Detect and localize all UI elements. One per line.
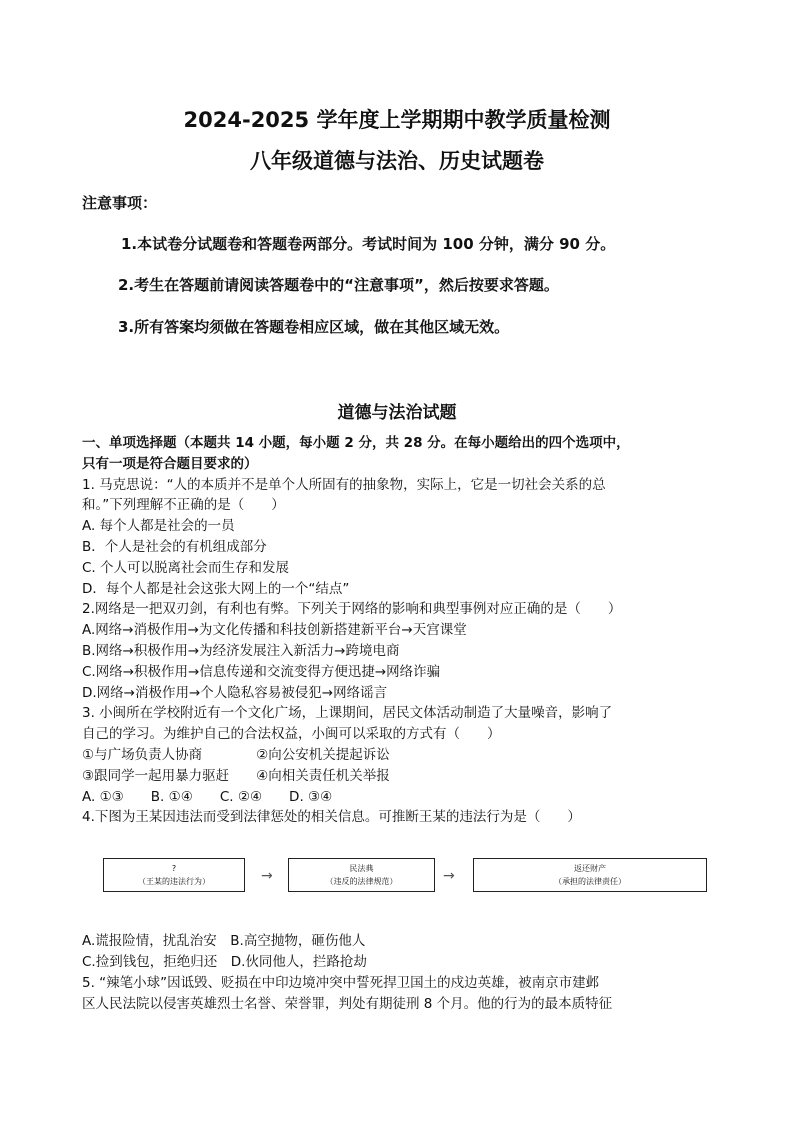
flow-box-violation-bottom: （王某的违法行为） — [138, 877, 210, 886]
part-heading-line1: 一、单项选择题（本题共 14 小题，每小题 2 分，共 28 分。在每小题给出的四个选项中， — [82, 435, 630, 451]
q2-option-a: A.网络→消极作用→为文化传播和科技创新搭建新平台→天宫课堂 — [82, 622, 467, 638]
flow-box-law-top: 民法典 — [349, 864, 374, 873]
flow-box-liability-bottom: （承担的法律责任） — [554, 877, 626, 886]
flow-box-liability — [473, 858, 707, 892]
q2-option-d: D.网络→消极作用→个人隐私容易被侵犯→网络谣言 — [82, 685, 388, 701]
notice-item-2: 2.考生在答题前请阅读答题卷中的“注意事项”，然后按要求答题。 — [118, 276, 559, 294]
q1-option-b: B．个人是社会的有机组成部分 — [82, 539, 267, 555]
q2-stem: 2.网络是一把双刃剑，有利也有弊。下列关于网络的影响和典型事例对应正确的是（ ） — [82, 601, 622, 617]
q2-option-c: C.网络→积极作用→信息传递和交流变得方便迅捷→网络诈骗 — [82, 664, 441, 680]
notice-heading: 注意事项： — [82, 194, 158, 212]
notice-item-3: 3.所有答案均须做在答题卷相应区域，做在其他区域无效。 — [118, 318, 510, 336]
q1-option-c: C. 个人可以脱离社会而生存和发展 — [82, 560, 290, 576]
q3-statements-1: ①与广场负责人协商 ②向公安机关提起诉讼 — [82, 747, 390, 763]
q3-options: A. ①③ B. ①④ C. ②④ D. ③④ — [82, 789, 333, 805]
q4-stem: 4.下图为王某因违法而受到法律惩处的相关信息。可推断王某的违法行为是（ ） — [82, 809, 581, 825]
q5-stem-line2: 区人民法院以侵害英雄烈士名誉、荣誉罪，判处有期徒刑 8 个月。他的行为的最本质特征 — [82, 996, 613, 1012]
q1-option-d: D．每个人都是社会这张大网上的一个“结点” — [82, 581, 350, 597]
flow-arrow-icon: → — [261, 868, 273, 884]
flow-arrow-icon: → — [443, 868, 455, 884]
q3-stem-line1: 3. 小闽所在学校附近有一个文化广场，上课期间，居民文体活动制造了大量噪音，影响了 — [82, 705, 613, 721]
flow-box-law — [288, 858, 435, 892]
q2-option-b: B.网络→积极作用→为经济发展注入新活力→跨境电商 — [82, 643, 400, 659]
flow-box-law-bottom: （违反的法律规范） — [325, 877, 398, 886]
section-title: 道德与法治试题 — [337, 403, 457, 423]
q1-stem-line2: 和。”下列理解不正确的是（ ） — [82, 497, 285, 513]
part-heading-line2: 只有一项是符合题目要求的） — [82, 456, 258, 472]
flow-box-violation-top: ? — [171, 864, 177, 873]
q4-options-ab: A.谎报险情，扰乱治安 B.高空抛物，砸伤他人 — [82, 933, 366, 949]
q1-option-a: A. 每个人都是社会的一员 — [82, 518, 235, 534]
q3-statements-2: ③跟同学一起用暴力驱赶 ④向相关责任机关举报 — [82, 768, 390, 784]
notice-item-1: 1.本试卷分试题卷和答题卷两部分。考试时间为 100 分钟，满分 90 分。 — [121, 235, 616, 253]
exam-subtitle: 八年级道德与法治、历史试题卷 — [250, 149, 544, 173]
exam-title: 2024-2025 学年度上学期期中教学质量检测 — [183, 108, 611, 132]
flow-box-liability-top: 返还财产 — [574, 864, 606, 873]
q3-stem-line2: 自己的学习。为维护自己的合法权益，小闽可以采取的方式有（ ） — [82, 726, 501, 742]
q4-options-cd: C.捡到钱包，拒绝归还 D.伙同他人，拦路抢劫 — [82, 954, 367, 970]
q5-stem-line1: 5. “辣笔小球”因诋毁、贬损在中印边境冲突中誓死捍卫国土的戍边英雄，被南京市建邺 — [82, 975, 600, 991]
q4-flowchart — [103, 858, 707, 894]
q1-stem-line1: 1. 马克思说：“人的本质并不是单个人所固有的抽象物，实际上，它是一切社会关系的总 — [82, 477, 606, 493]
flow-box-violation — [103, 858, 245, 892]
